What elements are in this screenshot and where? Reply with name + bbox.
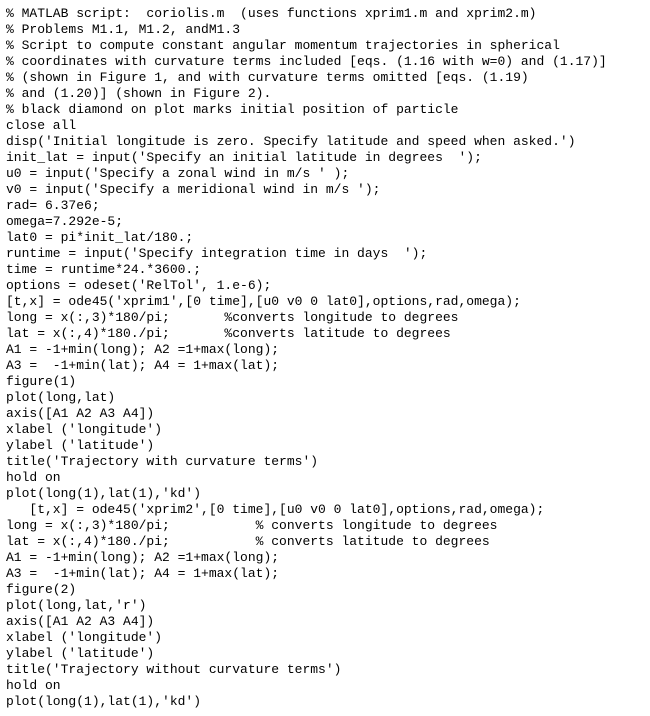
code-line-14: omega=7.292e-5; (6, 214, 124, 229)
code-line-35: A1 = -1+min(long); A2 =1+max(long); (6, 550, 280, 565)
code-line-27: xlabel ('longitude') (6, 422, 163, 437)
code-line-44: plot(long(1),lat(1),'kd') (6, 694, 202, 709)
code-line-6: % and (1.20)] (shown in Figure 2). (6, 86, 272, 101)
code-line-1: % MATLAB script: coriolis.m (uses functions xprim1.m and xprim2.m) (6, 6, 537, 21)
code-line-21: lat = x(:,4)*180./pi; %converts latitude to degrees (6, 326, 451, 341)
code-line-34: lat = x(:,4)*180./pi; % converts latitude to degrees (6, 534, 490, 549)
code-line-36: A3 = -1+min(lat); A4 = 1+max(lat); (6, 566, 280, 581)
code-line-30: hold on (6, 470, 61, 485)
code-line-26: axis([A1 A2 A3 A4]) (6, 406, 155, 421)
code-line-7: % black diamond on plot marks initial position of particle (6, 102, 459, 117)
code-line-19: [t,x] = ode45('xprim1',[0 time],[u0 v0 0 lat0],options,rad,omega); (6, 294, 521, 309)
code-line-3: % Script to compute constant angular momentum trajectories in spherical (6, 38, 560, 53)
code-line-23: A3 = -1+min(lat); A4 = 1+max(lat); (6, 358, 280, 373)
code-line-37: figure(2) (6, 582, 77, 597)
code-line-9: disp('Initial longitude is zero. Specify latitude and speed when asked.') (6, 134, 576, 149)
code-line-40: xlabel ('longitude') (6, 630, 163, 645)
code-line-15: lat0 = pi*init_lat/180.; (6, 230, 194, 245)
code-line-11: u0 = input('Specify a zonal wind in m/s ' ); (6, 166, 350, 181)
code-line-8: close all (6, 118, 77, 133)
code-line-29: title('Trajectory with curvature terms') (6, 454, 319, 469)
code-line-2: % Problems M1.1, M1.2, andM1.3 (6, 22, 241, 37)
code-line-10: init_lat = input('Specify an initial latitude in degrees '); (6, 150, 482, 165)
code-line-25: plot(long,lat) (6, 390, 116, 405)
code-line-28: ylabel ('latitude') (6, 438, 155, 453)
code-line-4: % coordinates with curvature terms included [eqs. (1.16 with w=0) and (1.17)] (6, 54, 607, 69)
code-line-31: plot(long(1),lat(1),'kd') (6, 486, 202, 501)
code-line-16: runtime = input('Specify integration time in days '); (6, 246, 428, 261)
code-line-32: [t,x] = ode45('xprim2',[0 time],[u0 v0 0 lat0],options,rad,omega); (6, 502, 545, 517)
code-line-43: hold on (6, 678, 61, 693)
code-line-20: long = x(:,3)*180/pi; %converts longitude to degrees (6, 310, 459, 325)
code-line-18: options = odeset('RelTol', 1.e-6); (6, 278, 272, 293)
code-line-33: long = x(:,3)*180/pi; % converts longitude to degrees (6, 518, 498, 533)
code-line-22: A1 = -1+min(long); A2 =1+max(long); (6, 342, 280, 357)
code-line-13: rad= 6.37e6; (6, 198, 100, 213)
code-listing (6, 6, 607, 710)
code-line-5: % (shown in Figure 1, and with curvature terms omitted [eqs. (1.19) (6, 70, 529, 85)
code-line-41: ylabel ('latitude') (6, 646, 155, 661)
code-line-24: figure(1) (6, 374, 77, 389)
code-line-38: plot(long,lat,'r') (6, 598, 147, 613)
code-line-39: axis([A1 A2 A3 A4]) (6, 614, 155, 629)
code-line-12: v0 = input('Specify a meridional wind in m/s '); (6, 182, 381, 197)
code-line-17: time = runtime*24.*3600.; (6, 262, 202, 277)
code-line-42: title('Trajectory without curvature terms') (6, 662, 342, 677)
